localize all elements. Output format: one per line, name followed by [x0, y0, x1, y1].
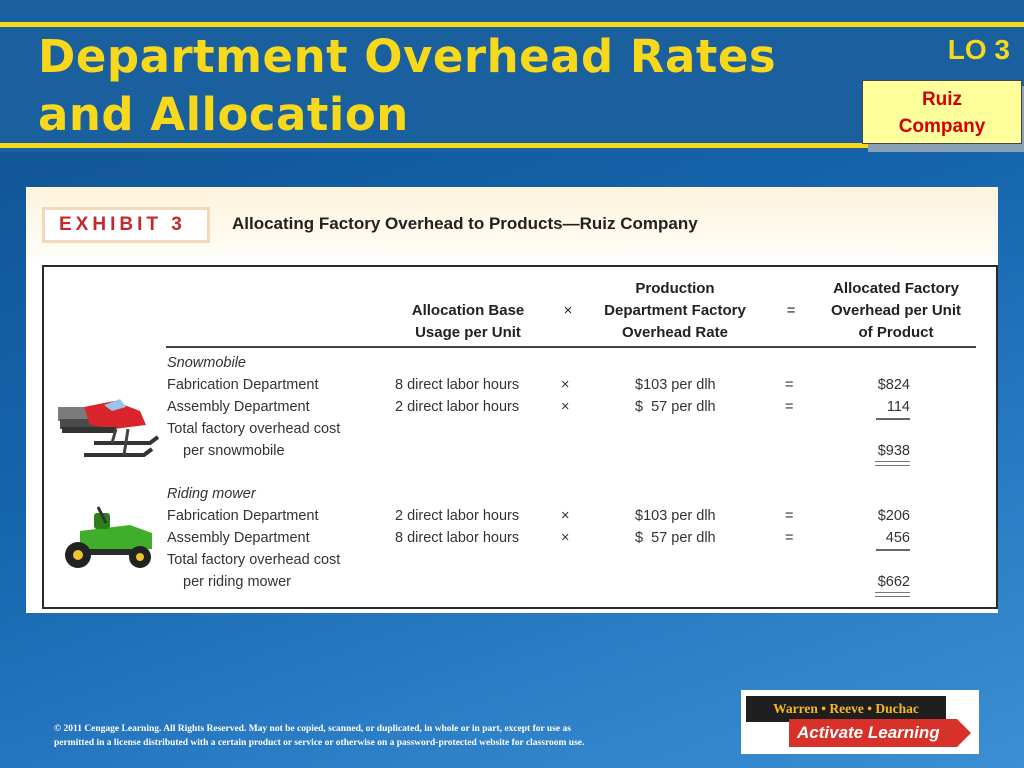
riding-mower-icon	[60, 503, 156, 571]
row-amount: $824	[877, 377, 910, 393]
header-rate-line1: Production	[635, 280, 715, 297]
row-times: ×	[561, 530, 570, 546]
row-usage: 8 direct labor hours	[395, 377, 520, 393]
logo-tagline: Activate Learning	[789, 719, 957, 747]
total-double-underline	[875, 461, 910, 466]
header-usage-line2: Usage per Unit	[415, 324, 521, 341]
exhibit-panel	[26, 187, 998, 613]
header-allocated-line3: of Product	[858, 324, 934, 341]
total-label-line2: per riding mower	[183, 574, 291, 590]
row-rate: $103 per dlh	[635, 377, 716, 393]
row-times: ×	[561, 508, 570, 524]
header-equals: =	[786, 302, 796, 319]
row-rate: $ 57 per dlh	[635, 530, 716, 546]
row-amount: $206	[877, 508, 910, 524]
slide-title-line2: and Allocation	[38, 88, 409, 141]
header-allocated	[810, 278, 982, 344]
row-label: Fabrication Department	[167, 377, 319, 393]
row-amount: 114	[886, 399, 910, 415]
header-rate	[586, 278, 764, 344]
total-label-line1: Total factory overhead cost	[167, 421, 341, 437]
total-label-line1: Total factory overhead cost	[167, 552, 341, 568]
row-times: ×	[561, 399, 570, 415]
product-name-riding-mower: Riding mower	[167, 486, 256, 502]
row-label: Fabrication Department	[167, 508, 319, 524]
header-usage-line1: Allocation Base	[411, 302, 525, 319]
copyright-footer	[54, 722, 714, 750]
subtotal-underline	[876, 549, 910, 551]
row-amount: 456	[885, 530, 910, 546]
header-rule	[166, 346, 976, 348]
row-times: ×	[561, 377, 570, 393]
row-usage: 2 direct labor hours	[395, 508, 520, 524]
row-label: Assembly Department	[167, 530, 310, 546]
company-tag	[862, 80, 1022, 144]
exhibit-badge: EXHIBIT 3	[42, 207, 210, 243]
total-amount: $662	[877, 574, 910, 590]
row-equals: =	[785, 530, 794, 546]
row-usage: 2 direct labor hours	[395, 399, 520, 415]
header-allocated-line1: Allocated Factory	[833, 280, 959, 297]
publisher-logo	[741, 690, 979, 754]
header-rate-line2: Department Factory	[604, 302, 746, 319]
row-label: Assembly Department	[167, 399, 310, 415]
company-tag-line1: Ruiz	[921, 89, 963, 110]
subtotal-underline	[876, 418, 910, 420]
learning-objective: LO 3	[947, 34, 1010, 65]
exhibit-title: Allocating Factory Overhead to Products—Ruiz Company	[232, 214, 698, 233]
slide-title-line1: Department Overhead Rates	[38, 30, 777, 83]
copyright-line1: © 2011 Cengage Learning. All Rights Reserved. May not be copied, scanned, or duplicated, in whole or in part, except for use as	[54, 724, 571, 734]
snowmobile-icon	[54, 399, 160, 461]
row-equals: =	[785, 399, 794, 415]
copyright-line2: permitted in a license distributed with a certain product or service or otherwise on a password-protected website for classroom use.	[54, 738, 585, 748]
row-equals: =	[785, 508, 794, 524]
row-usage: 8 direct labor hours	[395, 530, 520, 546]
company-tag-line2: Company	[898, 116, 986, 137]
total-label-line2: per snowmobile	[183, 443, 285, 459]
header-allocated-line2: Overhead per Unit	[830, 302, 962, 319]
total-double-underline	[875, 592, 910, 597]
total-amount: $938	[877, 443, 910, 459]
row-equals: =	[785, 377, 794, 393]
header-rate-line3: Overhead Rate	[622, 324, 728, 341]
product-name-snowmobile: Snowmobile	[167, 355, 246, 371]
header-usage	[388, 300, 548, 344]
logo-authors: Warren • Reeve • Duchac	[746, 696, 946, 722]
row-rate: $103 per dlh	[635, 508, 716, 524]
title-top-rule	[0, 22, 1024, 27]
logo-arrow-icon	[957, 719, 971, 747]
row-rate: $ 57 per dlh	[635, 399, 716, 415]
slide-title	[38, 28, 818, 144]
header-times: ×	[563, 302, 573, 319]
